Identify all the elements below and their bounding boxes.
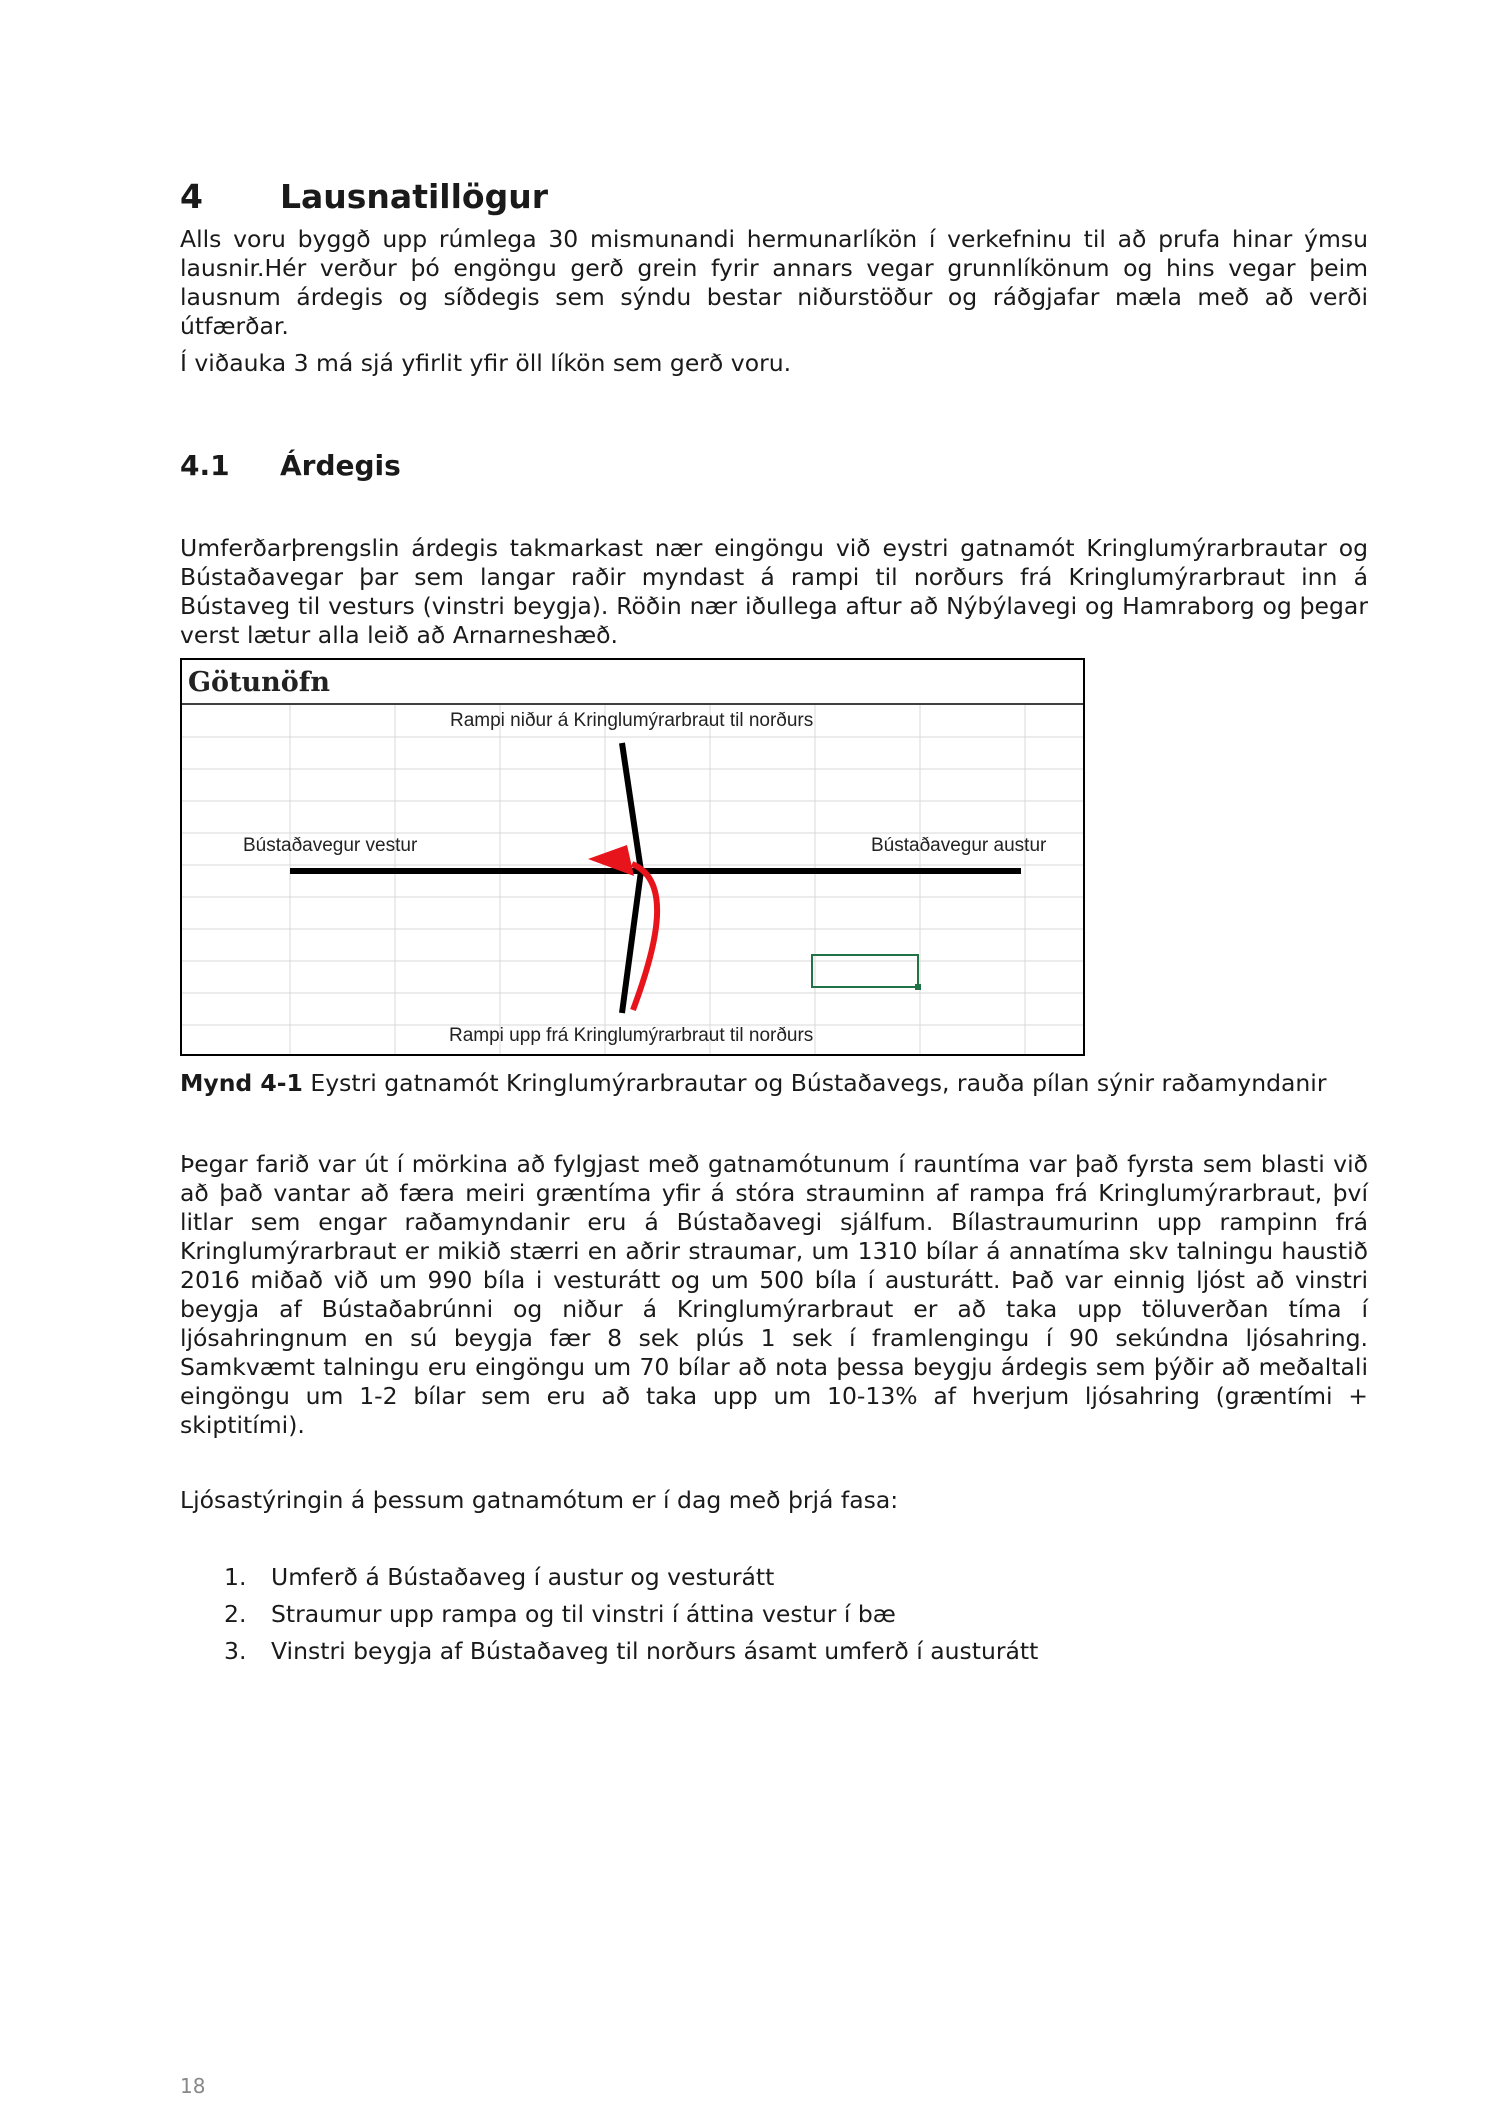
queue-arrow [632, 864, 657, 1010]
section-title-text: Lausnatillögur [280, 177, 548, 216]
signal-phases-intro: Ljósastýringin á þessum gatnamótum er í dag með þrjá fasa: [180, 1486, 899, 1514]
congestion-paragraph: Umferðarþrengslin árdegis takmarkast nær eingöngu við eystri gatnamót Kringlumýrarbrautar og Bústaðavegar þar sem langar raðir myndast á rampi til norðurs frá Kringlumýrarbraut inn á Bústaveg til vesturs (vinstri beygja). Röðin nær iðullega aftur að Nýbýlavegi og Hamraborg og þegar verst lætur alla leið að Arnarneshæð. [180, 534, 1368, 649]
list-item [180, 1596, 1368, 1633]
fill-handle [915, 984, 921, 990]
page-content [180, 175, 1368, 1670]
list-item-number: 1. [224, 1563, 247, 1591]
list-item [180, 1559, 1368, 1596]
intersection-diagram [180, 658, 1086, 1058]
figure-caption [180, 1068, 1368, 1098]
list-item-number: 2. [224, 1600, 247, 1628]
subsection-heading [180, 446, 1368, 486]
list-item-text: Umferð á Bústaðaveg í austur og vesturátt [271, 1563, 775, 1591]
intersection-figure [180, 658, 1086, 1058]
section-heading [180, 175, 1368, 219]
label-south: Rampi upp frá Kringlumýrarbraut til norðurs [449, 1025, 814, 1046]
phase-list [180, 1559, 1368, 1670]
section-number: 4 [180, 177, 203, 216]
figure-header: Götunöfn [188, 667, 331, 698]
list-item-text: Straumur upp rampa og til vinstri í áttina vestur í bæ [271, 1600, 896, 1628]
list-item-number: 3. [224, 1637, 247, 1665]
intro-paragraph: Alls voru byggð upp rúmlega 30 mismunandi hermunarlíkön í verkefninu til að prufa hinar ýmsu lausnir.Hér verður þó engöngu gerð grein fyrir annars vegar grunnlíkönum og hins vegar þeim lausnum árdegis og síðdegis sem sýndu bestar niðurstöður og ráðgjafar mæla með að verði útfærðar. [180, 225, 1368, 340]
label-north: Rampi niður á Kringlumýrarbraut til norðurs [450, 710, 814, 731]
subsection-title [180, 446, 1368, 486]
section-title [180, 175, 1368, 219]
label-west: Bústaðavegur vestur [243, 835, 418, 856]
page-number: 18 [180, 2074, 206, 2098]
subsection-title-text: Árdegis [280, 449, 401, 482]
list-item-text: Vinstri beygja af Bústaðaveg til norðurs ásamt umferð í austurátt [271, 1637, 1039, 1665]
appendix-note: Í viðauka 3 má sjá yfirlit yfir öll líkön sem gerð voru. [180, 349, 792, 377]
selected-cell [812, 955, 918, 987]
subsection-number: 4.1 [180, 449, 230, 482]
observation-paragraph: Þegar farið var út í mörkina að fylgjast með gatnamótunum í rauntíma var það fyrsta sem blasti við að það vantar að færa meiri græntíma yfir á stóra strauminn af rampa frá Kringlumýrarbraut, því litlar sem engar raðamyndanir eru á Bústaðavegi sjálfum. Bílastraumurinn upp rampinn frá Kringlumýrarbraut er mikið stærri en aðrir straumar, um 1310 bílar á annatíma skv talningu haustið 2016 miðað við um 990 bíla i vesturátt og um 500 bíla í austurátt. Það var einnig ljóst að vinstri beygja af Bústaðabrúnni og niður á Kringlumýrarbraut er að taka upp töluverðan tíma í ljósahringnum en sú beygja fær 8 sek plús 1 sek í framlengingu í 90 sekúndna ljósahring. Samkvæmt talningu eru eingöngu um 70 bílar að nota þessa beygju árdegis sem þýðir að meðaltali eingöngu um 1-2 bílar sem eru að taka upp um 10-13% af hverjum ljósahring (græntími + skiptitími). [180, 1150, 1368, 1439]
label-east: Bústaðavegur austur [871, 835, 1047, 856]
list-item [180, 1633, 1368, 1670]
caption-label: Mynd 4-1 [180, 1069, 303, 1097]
caption-text: Eystri gatnamót Kringlumýrarbrautar og Bústaðavegs, rauða pílan sýnir raðamyndanir [310, 1069, 1327, 1097]
